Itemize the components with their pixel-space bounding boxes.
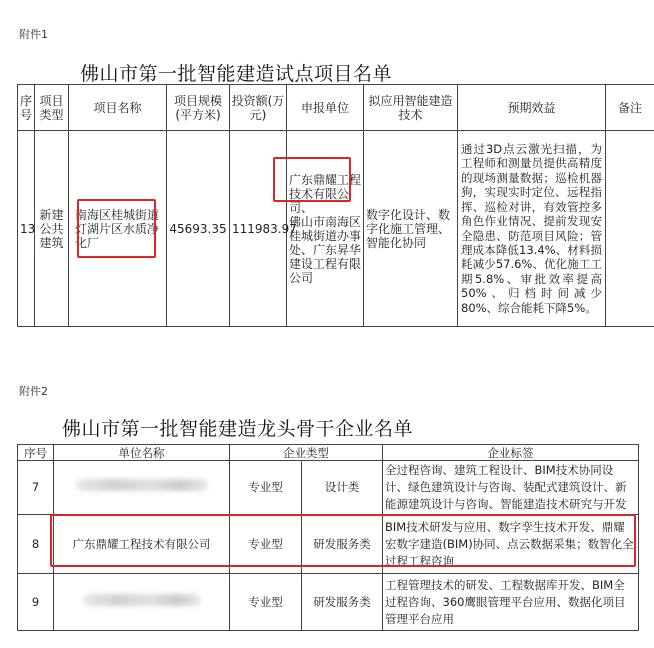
cell-tags: 工程管理技术的研发、工程数据库开发、BIM全过程咨询、360鹰眼管理平台应用、数据化项目管理平台应用	[383, 574, 639, 631]
leading-enterprise-table	[17, 444, 639, 631]
applicant-highlighted: 广东鼎耀工程技术有限公司、	[289, 172, 362, 215]
cell-no: 9	[18, 574, 54, 631]
cell-remark	[606, 131, 654, 327]
cell-no: 13	[18, 131, 35, 327]
table-row	[18, 574, 639, 631]
header-applicant: 申报单位	[287, 85, 364, 131]
cell-type-primary: 专业型	[230, 515, 302, 574]
header-unit-name: 单位名称	[54, 445, 230, 461]
header-project-name: 项目名称	[69, 85, 167, 131]
table-header-row	[18, 445, 639, 461]
attachment-2-title: 佛山市第一批智能建造龙头骨干企业名单	[62, 418, 414, 440]
cell-no: 7	[18, 461, 54, 515]
cell-type-secondary: 研发服务类	[302, 574, 383, 631]
header-technology: 拟应用智能建造技术	[364, 85, 458, 131]
cell-applicant	[287, 131, 364, 327]
cell-unit-name: 广东鼎耀工程技术有限公司	[54, 515, 230, 574]
table-row	[18, 461, 639, 515]
header-project-scale: 项目规模(平方米)	[167, 85, 230, 131]
header-benefit: 预期效益	[458, 85, 606, 131]
cell-technology: 数字化设计、数字化施工管理、智能化协同	[364, 131, 458, 327]
table-row	[18, 515, 639, 574]
cell-type-primary: 专业型	[230, 461, 302, 515]
cell-no: 8	[18, 515, 54, 574]
cell-project-scale: 45693.35	[167, 131, 230, 327]
attachment-2-label: 附件2	[19, 385, 48, 398]
header-no: 序号	[18, 85, 35, 131]
cell-tags: BIM技术研发与应用、数字孪生技术开发、鼎耀宏数字建造(BIM)协同、点云数据采集；数智化全过程工程咨询	[383, 515, 639, 574]
applicant-others: 佛山市南海区桂城街道办事处、广东昇华建设工程有限公司	[289, 214, 362, 285]
header-enterprise-tags: 企业标签	[383, 445, 639, 461]
cell-type-primary: 专业型	[230, 574, 302, 631]
redacted-name	[83, 594, 201, 606]
header-no: 序号	[18, 445, 54, 461]
table-row	[18, 131, 654, 327]
cell-unit-name-redacted	[54, 461, 230, 515]
cell-project-type: 新建公共建筑	[35, 131, 69, 327]
redacted-name	[76, 479, 208, 491]
attachment-1-title: 佛山市第一批智能建造试点项目名单	[80, 63, 393, 85]
cell-project-name: 南海区桂城街道灯湖片区水质净化厂	[69, 131, 167, 327]
cell-type-secondary: 研发服务类	[302, 515, 383, 574]
header-investment: 投资额(万元)	[230, 85, 287, 131]
cell-investment: 111983.97	[230, 131, 287, 327]
header-remark: 备注	[606, 85, 654, 131]
header-project-type: 项目类型	[35, 85, 69, 131]
pilot-project-table	[17, 84, 654, 327]
header-enterprise-type: 企业类型	[230, 445, 383, 461]
cell-unit-name-redacted	[54, 574, 230, 631]
cell-type-secondary: 设计类	[302, 461, 383, 515]
cell-tags: 全过程咨询、建筑工程设计、BIM技术协同设计、绿色建筑设计与咨询、装配式建筑设计、新能源建筑设计与咨询、智能建造技术研究与开发	[383, 461, 639, 515]
cell-benefit: 通过3D点云激光扫描，为工程师和测量员提供高精度的现场测量数据；巡检机器狗，实现实时定位、远程指挥、巡检对讲，有效管控多角色作业情况、提前发现安全隐患、防范项目风险；管理成本降低13.4%、材料损耗减少57.6%、优化施工工期5.8%、审批效率提高50%、归档时间减少80%、综合能耗下降5%。	[458, 131, 606, 327]
table-header-row	[18, 85, 654, 131]
attachment-1-label: 附件1	[19, 28, 48, 41]
